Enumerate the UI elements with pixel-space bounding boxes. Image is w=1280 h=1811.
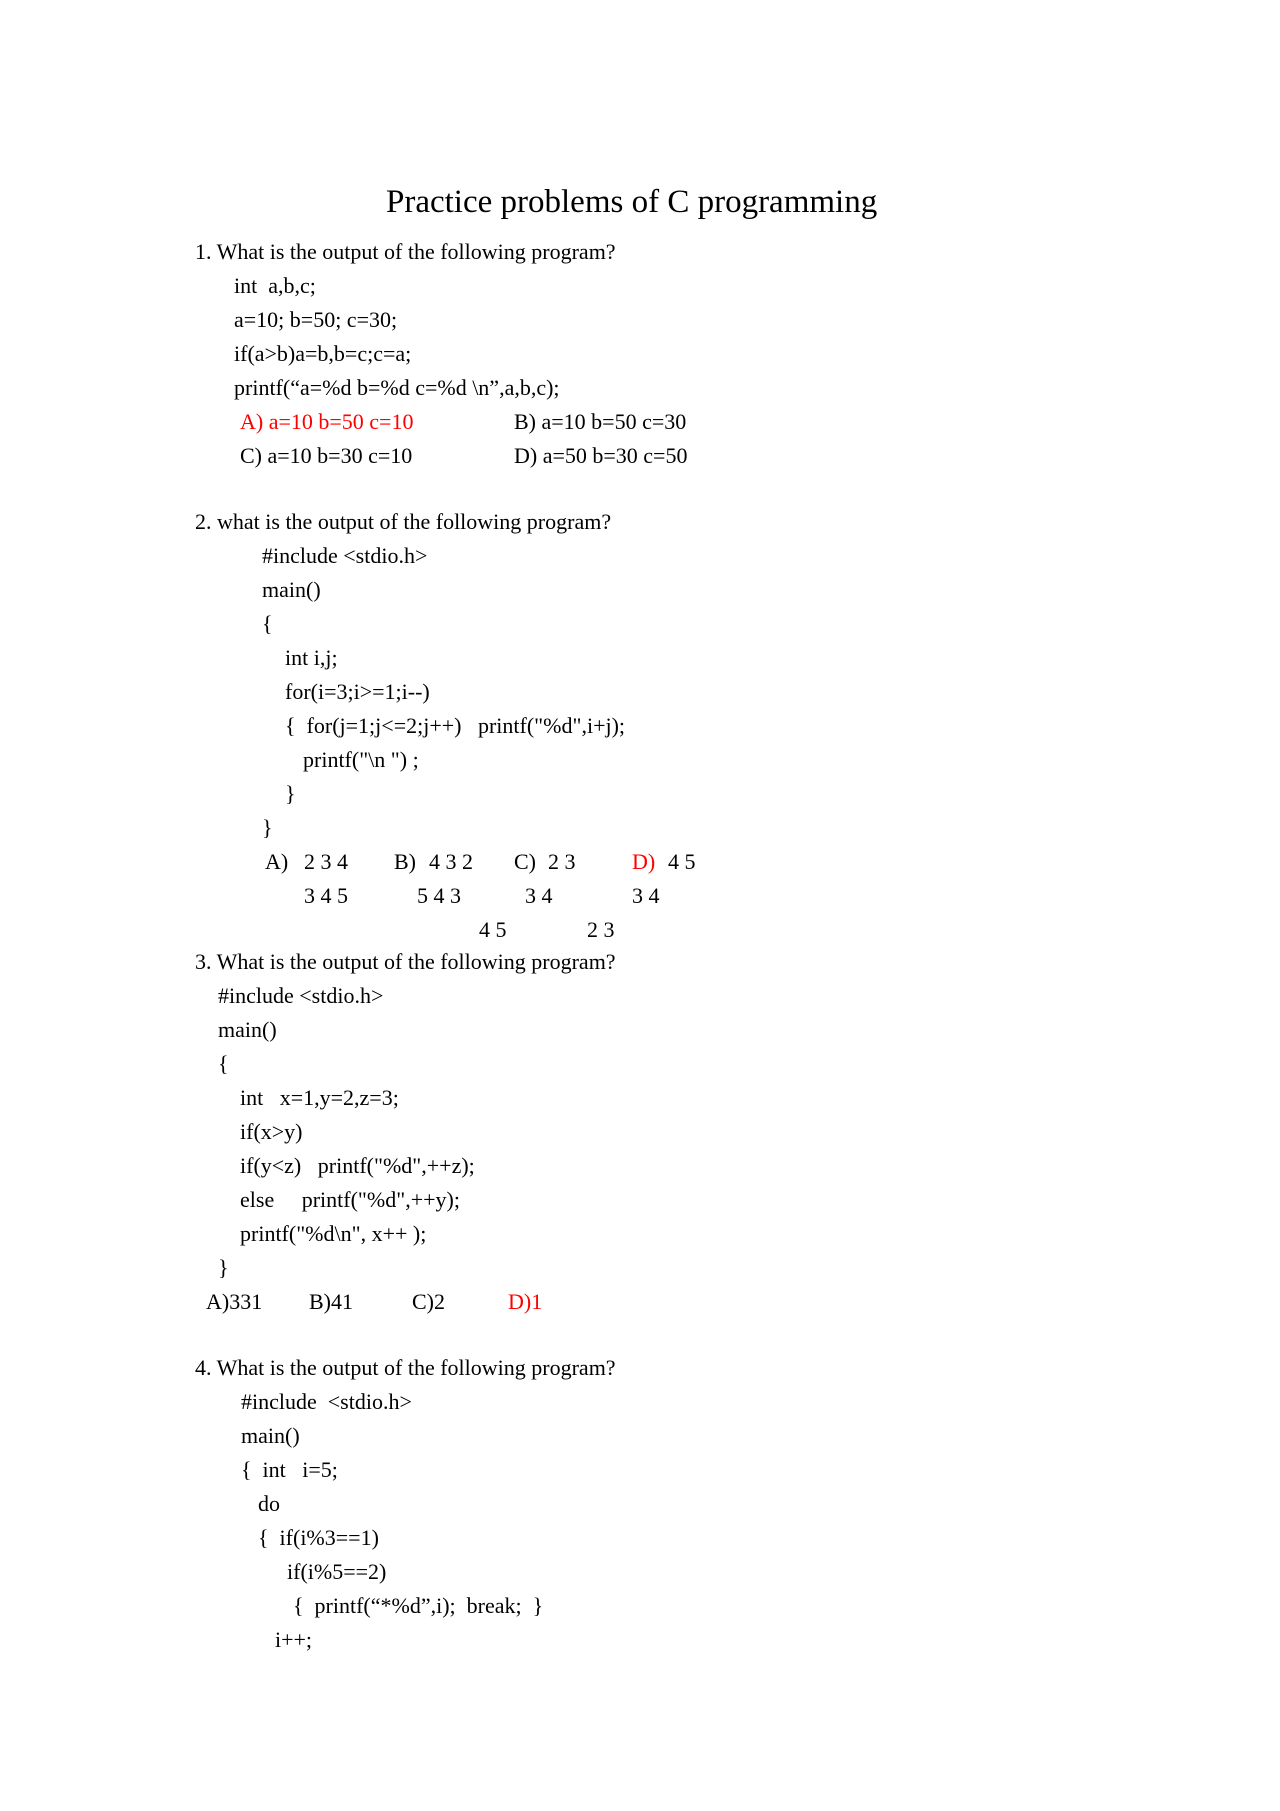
q3-option-a: A)331	[206, 1289, 263, 1314]
q2-option-d-line: 4 5	[668, 849, 696, 874]
q3-option-c: C)2	[412, 1289, 445, 1314]
q1-code-line: a=10; b=50; c=30;	[234, 307, 398, 332]
q2-option-b-line: 5 4 3	[417, 883, 461, 908]
q2-option-c-line: 3 4	[525, 883, 553, 908]
q4-code-line: if(i%5==2)	[287, 1559, 387, 1584]
q3-code-line: main()	[218, 1017, 277, 1042]
question-2-text: 2. what is the output of the following program?	[195, 509, 612, 534]
q3-option-d-correct: D)1	[508, 1289, 543, 1314]
q3-option-b: B)41	[309, 1289, 353, 1314]
q2-code-line: main()	[262, 577, 321, 602]
q2-option-b-line: 4 3 2	[429, 849, 473, 874]
q2-code-line: }	[285, 781, 296, 806]
q2-option-a-line: 3 4 5	[304, 883, 348, 908]
q3-code-line: if(x>y)	[240, 1119, 303, 1144]
q1-code-line: printf(“a=%d b=%d c=%d \n”,a,b,c);	[234, 375, 560, 400]
q2-option-c-line: 2 3	[548, 849, 576, 874]
q4-code-line: #include <stdio.h>	[241, 1389, 412, 1414]
q3-code-line: {	[218, 1051, 229, 1076]
q2-option-d-label-correct: D)	[632, 849, 656, 874]
q2-option-a-line: 2 3 4	[304, 849, 348, 874]
page-title: Practice problems of C programming	[386, 184, 878, 220]
question-3-text: 3. What is the output of the following program?	[195, 949, 616, 974]
q2-option-d-line: 3 4	[632, 883, 660, 908]
q4-code-line: { printf(“*%d”,i); break; }	[293, 1593, 544, 1618]
q2-code-line: {	[262, 611, 273, 636]
q1-option-c: C) a=10 b=30 c=10	[240, 443, 413, 468]
q1-option-d: D) a=50 b=30 c=50	[514, 443, 688, 468]
q2-option-c-line: 4 5	[479, 917, 507, 942]
q3-code-line: printf("%d\n", x++ );	[240, 1221, 427, 1246]
q2-code-line: for(i=3;i>=1;i--)	[285, 679, 430, 704]
q2-code-line: #include <stdio.h>	[262, 543, 428, 568]
q4-code-line: i++;	[275, 1627, 313, 1652]
q3-code-line: }	[218, 1255, 229, 1280]
q1-code-line: if(a>b)a=b,b=c;c=a;	[234, 341, 412, 366]
q3-code-line: else printf("%d",++y);	[240, 1187, 460, 1212]
q4-code-line: { int i=5;	[241, 1457, 338, 1482]
q1-option-a-correct: A) a=10 b=50 c=10	[240, 409, 414, 434]
q4-code-line: { if(i%3==1)	[258, 1525, 379, 1550]
q1-code-line: int a,b,c;	[234, 273, 316, 298]
q4-code-line: do	[258, 1491, 280, 1516]
q1-option-b: B) a=10 b=50 c=30	[514, 409, 687, 434]
question-4-text: 4. What is the output of the following program?	[195, 1355, 616, 1380]
q2-code-line: int i,j;	[285, 645, 338, 670]
q2-option-a-label: A)	[265, 849, 289, 874]
q2-option-b-label: B)	[394, 849, 416, 874]
q2-option-d-line: 2 3	[587, 917, 615, 942]
q3-code-line: if(y<z) printf("%d",++z);	[240, 1153, 475, 1178]
q3-code-line: #include <stdio.h>	[218, 983, 384, 1008]
q4-code-line: main()	[241, 1423, 300, 1448]
question-1-text: 1. What is the output of the following program?	[195, 239, 616, 264]
q2-code-line: printf("\n ") ;	[303, 747, 419, 772]
q3-code-line: int x=1,y=2,z=3;	[240, 1085, 399, 1110]
q2-code-line: }	[262, 815, 273, 840]
q2-code-line: { for(j=1;j<=2;j++) printf("%d",i+j);	[285, 713, 626, 738]
q2-option-c-label: C)	[514, 849, 536, 874]
